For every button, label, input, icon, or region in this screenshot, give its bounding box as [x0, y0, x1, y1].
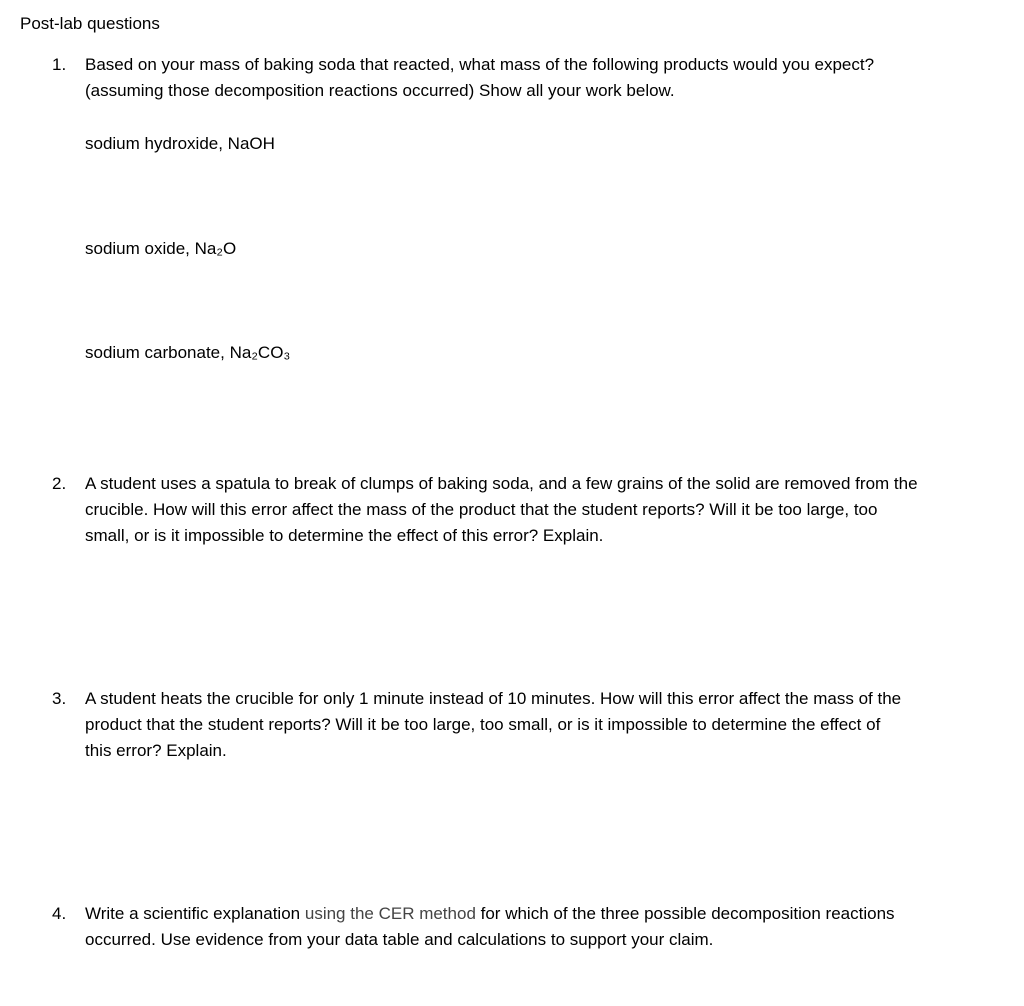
question-text-segment: for which of the three possible decomposition reactions [475, 904, 895, 923]
question-text-segment: Write a scientific explanation [85, 904, 305, 923]
question-text-segment-cer: using the CER method [304, 904, 476, 923]
question-text-line: crucible. How will this error affect the mass of the product that the student reports? Will it be too large, too [85, 500, 878, 519]
question-number: 4. [52, 904, 67, 923]
question-text-line [85, 901, 990, 928]
question-text-line: occurred. Use evidence from your data table and calculations to support your claim. [85, 930, 714, 949]
question-number: 3. [52, 689, 67, 708]
question-text-line: small, or is it impossible to determine the effect of this error? Explain. [85, 526, 604, 545]
question-text-line: Based on your mass of baking soda that reacted, what mass of the following products would you expect? [85, 55, 875, 74]
question-number: 1. [52, 55, 67, 74]
product-item-sodium-oxide: sodium oxide, Na₂O [85, 239, 237, 258]
question-text-line: A student heats the crucible for only 1 minute instead of 10 minutes. How will this error affect the mass of the [85, 689, 902, 708]
question-text-line: (assuming those decomposition reactions occurred) Show all your work below. [85, 81, 675, 100]
question-text-line: this error? Explain. [85, 741, 227, 760]
question-text-line: A student uses a spatula to break of clumps of baking soda, and a few grains of the solid are removed from the [85, 474, 918, 493]
product-item-sodium-carbonate: sodium carbonate, Na₂CO₃ [85, 343, 291, 362]
product-item-sodium-hydroxide: sodium hydroxide, NaOH [85, 134, 275, 153]
page-heading: Post-lab questions [20, 14, 160, 33]
question-number: 2. [52, 474, 67, 493]
question-text-line: product that the student reports? Will it be too large, too small, or is it impossible to determine the effect of [85, 715, 881, 734]
